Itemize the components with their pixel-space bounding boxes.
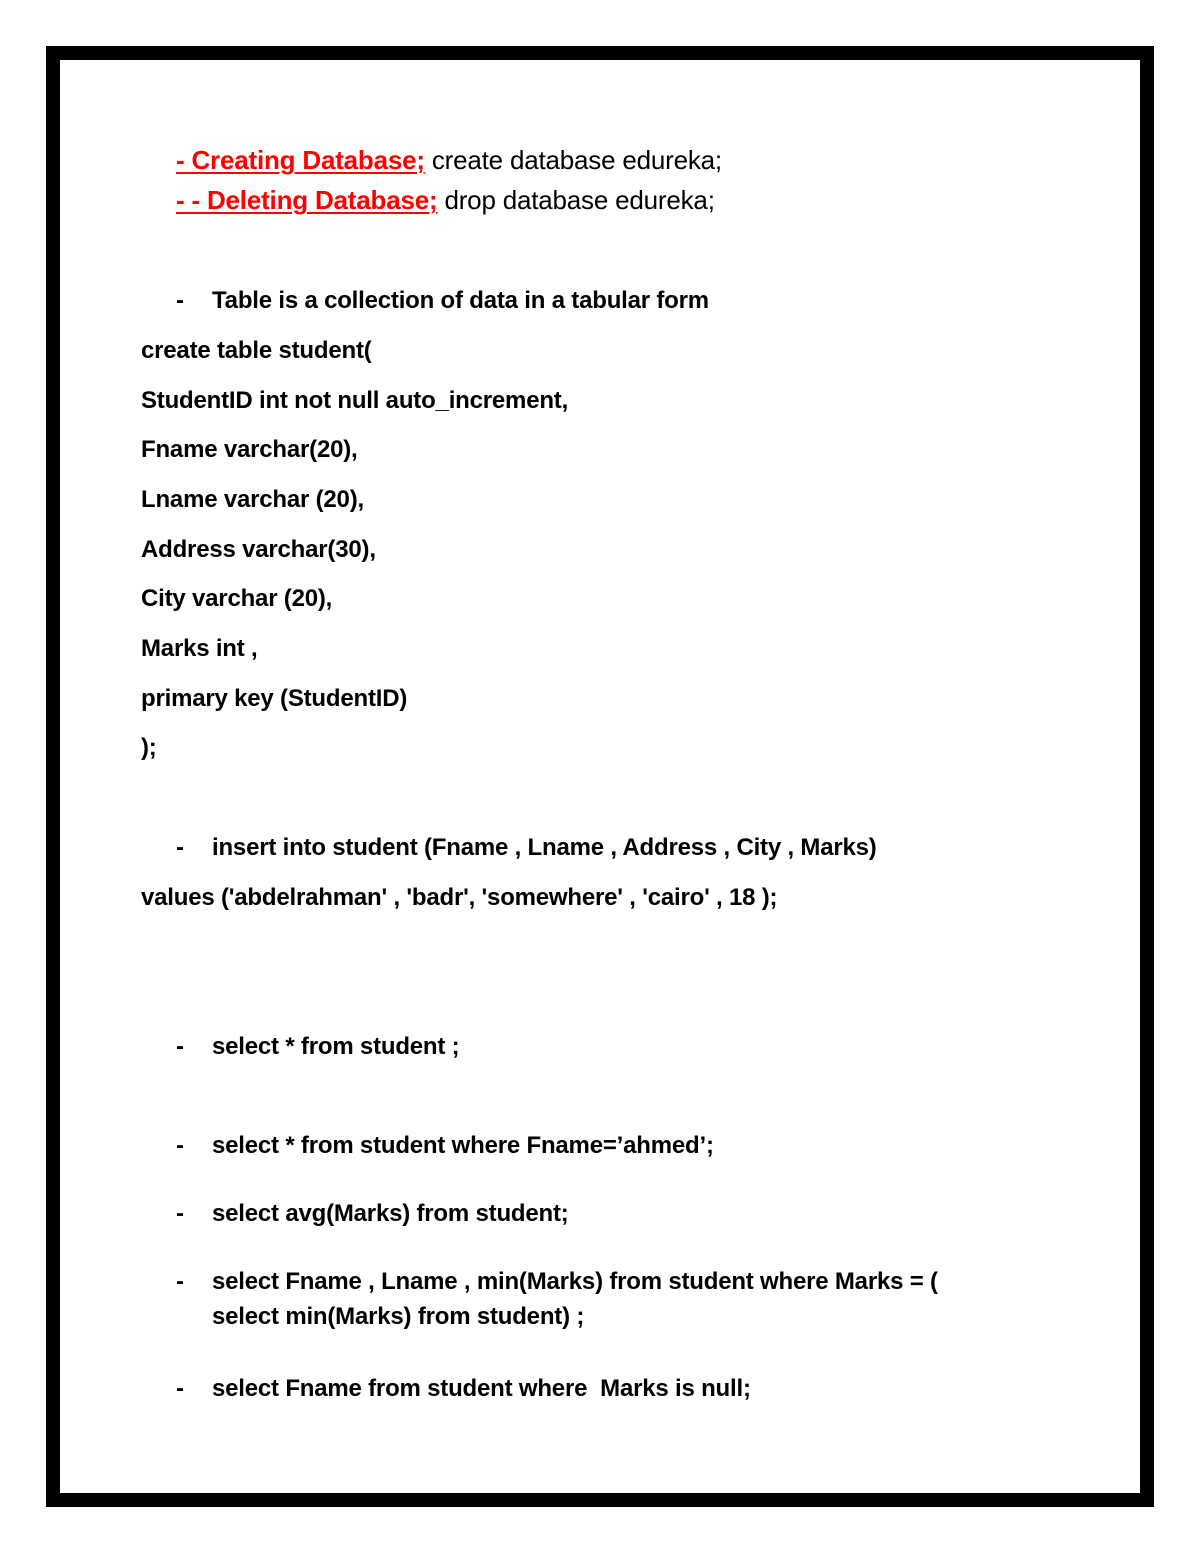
create-table-line: Lname varchar (20), [141, 486, 364, 513]
delete-database-command: drop database edureka; [437, 185, 715, 215]
create-table-line: Fname varchar(20), [141, 436, 358, 463]
query-min [176, 1267, 938, 1297]
delete-database-line [176, 185, 715, 215]
create-table-line: City varchar (20), [141, 585, 333, 612]
query-text: select Fname from student where Marks is null; [212, 1375, 751, 1402]
query-select-all [176, 1032, 459, 1062]
create-database-line [176, 145, 722, 175]
bullet-dash: - [176, 1200, 184, 1227]
insert-line [176, 833, 877, 863]
bullet-dash: - [176, 1033, 184, 1060]
query-text: select Fname , Lname , min(Marks) from student where Marks = ( [212, 1268, 938, 1295]
table-intro-text: Table is a collection of data in a tabular form [212, 287, 709, 314]
delete-database-label: - - Deleting Database; [176, 185, 438, 215]
create-table-line: ); [141, 734, 157, 761]
create-table-line: primary key (StudentID) [141, 685, 408, 712]
query-text: select * from student ; [212, 1033, 460, 1060]
create-table-line: Marks int , [141, 635, 258, 662]
query-select-where [176, 1131, 714, 1161]
insert-statement: insert into student (Fname , Lname , Address , City , Marks) [212, 834, 877, 861]
query-avg [176, 1199, 569, 1229]
bullet-dash: - [176, 287, 184, 314]
bullet-dash: - [176, 1375, 184, 1402]
bullet-dash: - [176, 834, 184, 861]
create-database-command: create database edureka; [424, 145, 722, 175]
create-table-line: create table student( [141, 337, 372, 364]
table-intro-line [176, 286, 709, 316]
create-table-line: Address varchar(30), [141, 536, 376, 563]
bullet-dash: - [176, 1268, 184, 1295]
create-table-line: StudentID int not null auto_increment, [141, 387, 569, 414]
bullet-dash: - [176, 1132, 184, 1159]
query-text: select avg(Marks) from student; [212, 1200, 569, 1227]
query-text: select * from student where Fname=’ahmed’; [212, 1132, 714, 1159]
query-min-continuation: select min(Marks) from student) ; [212, 1303, 585, 1330]
query-null [176, 1374, 751, 1404]
create-database-label: - Creating Database; [176, 145, 425, 175]
insert-values-line: values ('abdelrahman' , 'badr', 'somewhere' , 'cairo' , 18 ); [141, 884, 778, 911]
